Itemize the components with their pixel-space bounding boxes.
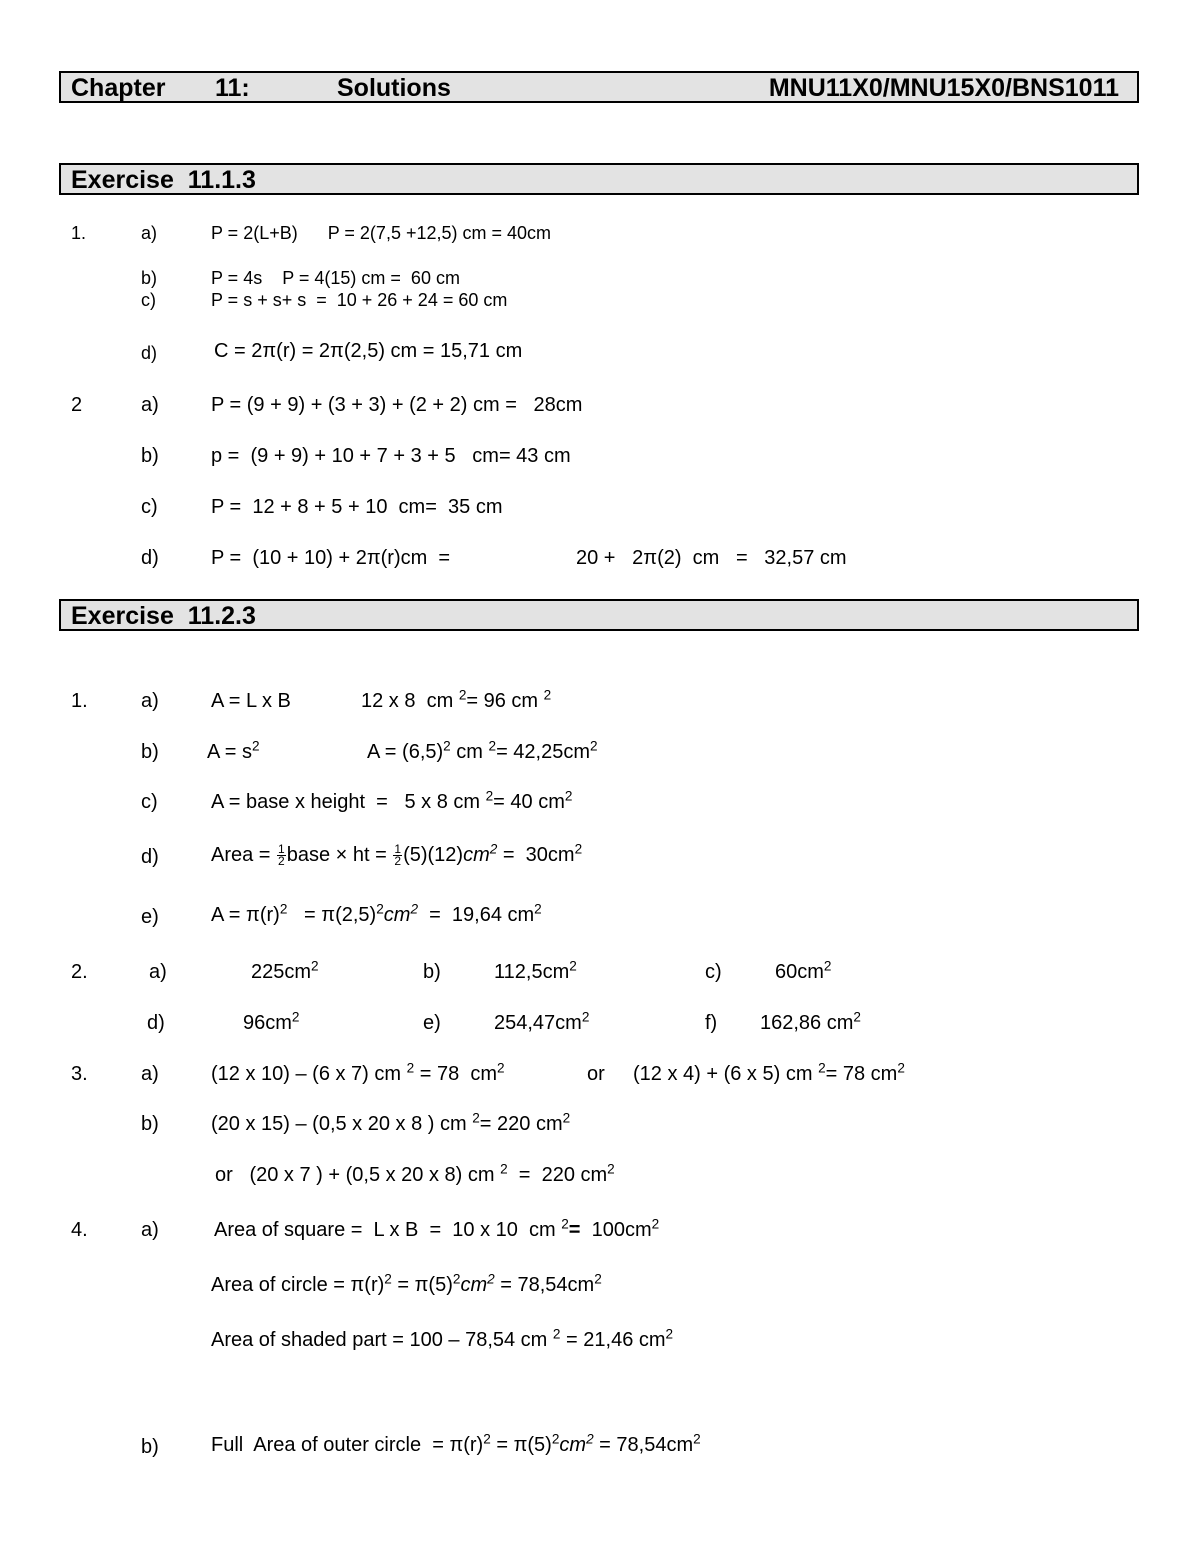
answer-text: P = (9 + 9) + (3 + 3) + (2 + 2) cm = 28cm (211, 394, 583, 416)
question-number: 2. (71, 961, 88, 983)
part-label: d) (141, 846, 159, 868)
part-label: a) (141, 394, 159, 416)
fraction-one-half: $\frac{1}{2}$ (278, 842, 285, 869)
part-label: b) (423, 961, 441, 983)
answer-text: C = 2π(r) = 2π(2,5) cm = 15,71 cm (214, 340, 523, 362)
part-label: e) (423, 1012, 441, 1034)
answer-text: $A = \pi(r)^2 = \pi(2,5)^2cm^2 = 19,64$ $cm^2$ (211, 901, 542, 926)
part-label: b) (141, 1436, 159, 1458)
answer-text: P = 12 + 8 + 5 + 10 cm= 35 cm (211, 496, 503, 518)
answer-text: (20 x 15) – (0,5 x 20 x 8 ) cm $^2$= 220 $cm^2$ (211, 1110, 571, 1135)
answer-text: P = 2(L+B) P = 2(7,5 +12,5) cm = 40cm (211, 223, 552, 243)
answer-text: or (587, 1063, 605, 1085)
answer-text: Area of square = L x B = 10 x 10 cm $^2= 100cm^2$ (214, 1216, 660, 1241)
part-label: c) (141, 791, 158, 813)
exercise-title: Exercise 11.2.3 (71, 602, 256, 630)
question-number: 3. (71, 1063, 88, 1085)
course-codes: MNU11X0/MNU15X0/BNS1011 (768, 74, 1119, 102)
part-label: d) (147, 1012, 165, 1034)
answer-text: Area of shaded part = 100 – 78,54 cm $^2$ = 21,46 $cm^2$ (211, 1326, 674, 1351)
fraction-one-half: $\frac{1}{2}$ (394, 842, 402, 869)
answer-text: (12 x 4) + (6 x 5) cm $^2$= 78 $cm^2$ (633, 1060, 905, 1085)
answer-text: $254,47cm^2$ (494, 1009, 590, 1034)
answer-text: Area of circle = $\pi(r)^2 = \pi(5)^2cm^2 = 78,54cm^2$ (211, 1271, 602, 1296)
answer-text: $96cm^2$ (243, 1009, 300, 1034)
chapter-label: Chapter (71, 74, 166, 102)
answer-text: $60cm^2$ (775, 958, 832, 983)
question-number: 2 (71, 394, 83, 416)
answer-text: $A = s^2$ (207, 738, 260, 763)
chapter-number: 11: (215, 74, 250, 102)
chapter-title: Solutions (337, 74, 451, 102)
part-label: b) (141, 1113, 159, 1135)
answer-text: 20 + 2π(2) cm = 32,57 cm (576, 547, 847, 569)
answer-text: P = 4s P = 4(15) cm = 60 cm (211, 268, 460, 288)
answer-text: 12 x 8 cm $^2$= 96 cm $^2$ (361, 687, 552, 712)
part-label: c) (141, 496, 158, 518)
answer-text: $A = (6,5)^2$ cm $^2= 42,25cm^2$ (367, 738, 598, 763)
answer-text: A = L x B (211, 690, 291, 712)
answer-text: or (20 x 7 ) + (0,5 x 20 x 8) cm $^2$ = 220 $cm^2$ (215, 1161, 615, 1186)
part-label: b) (141, 741, 159, 763)
part-label: b) (141, 268, 158, 288)
answer-text: $112,5cm^2$ (494, 958, 577, 983)
part-label: a) (141, 1219, 159, 1241)
part-label: a) (141, 223, 158, 243)
part-label: e) (141, 906, 159, 928)
part-label: f) (705, 1012, 718, 1034)
part-label: d) (141, 343, 158, 363)
question-number: 4. (71, 1219, 88, 1241)
answer-text: Area = $\frac{1}{2}$ base × ht = $\frac{1}{2}$ $(5)(12)cm^2 = 30cm^2$ (211, 841, 583, 869)
answer-text: 162,86 $cm^2$ (760, 1009, 861, 1034)
exercise-11-1-3-header (59, 163, 1139, 195)
part-label: c) (141, 290, 156, 310)
answer-text: A = base x height = 5 x 8 cm $^2$= 40 $cm^2$ (211, 788, 573, 813)
part-label: b) (141, 445, 159, 467)
part-label: a) (141, 690, 159, 712)
part-label: c) (705, 961, 722, 983)
part-label: a) (141, 1063, 159, 1085)
part-label: a) (149, 961, 167, 983)
answer-text: P = s + s+ s = 10 + 26 + 24 = 60 cm (211, 290, 508, 310)
answer-text: $225cm^2$ (251, 958, 319, 983)
question-number: 1. (71, 223, 87, 243)
answer-text: (12 x 10) – (6 x 7) cm $^2$ = 78 $cm^2$ (211, 1060, 505, 1085)
answer-text: p = (9 + 9) + 10 + 7 + 3 + 5 cm= 43 cm (211, 445, 571, 467)
exercise-title: Exercise 11.1.3 (71, 166, 256, 194)
part-label: d) (141, 547, 159, 569)
answer-text: Full Area of outer circle = $\pi(r)^2 = \pi(5)^2cm^2 = 78,54cm^2$ (211, 1431, 701, 1456)
exercise-11-2-3-header (59, 599, 1139, 631)
question-number: 1. (71, 690, 88, 712)
answer-text: P = (10 + 10) + 2π(r)cm = (211, 547, 451, 569)
chapter-header (59, 71, 1139, 103)
